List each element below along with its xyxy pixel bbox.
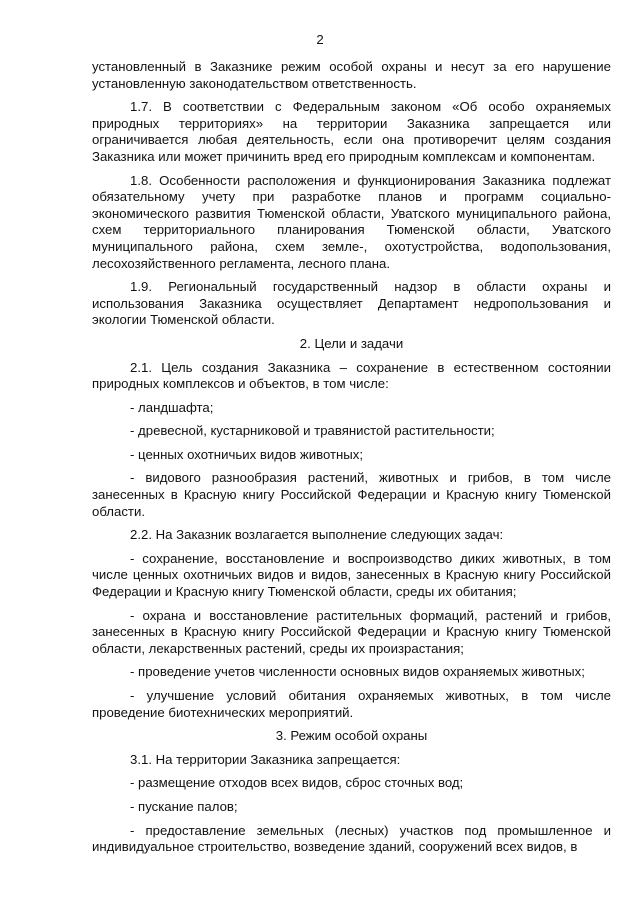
paragraph-1-7: 1.7. В соответствии с Федеральным законом «Об особо охраняемых природных территориях» на территории Заказника запрещается или ограничивается любая деятельность, если она противоречит целям создания Заказника или может причинить вред его природным комплексам и компонентам. (92, 99, 611, 164)
list-item: - пускание палов; (130, 798, 238, 814)
list-item: - размещение отходов всех видов, сброс сточных вод; (130, 775, 464, 791)
paragraph-2-2: 2.2. На Заказник возлагается выполнение следующих задач: (130, 527, 504, 543)
list-item: - ценных охотничьих видов животных; (130, 446, 364, 462)
section-heading-protection-regime: 3. Режим особой охраны (275, 728, 428, 744)
document-body (92, 59, 611, 863)
paragraph-1-9: 1.9. Региональный государственный надзор в области охраны и использования Заказника осуществляет Департамент недропользования и экологии Тюменской области. (92, 279, 611, 328)
paragraph-3-1: 3.1. На территории Заказника запрещается: (130, 751, 401, 767)
list-item: - видового разнообразия растений, животных и грибов, в том числе занесенных в Красную книгу Российской Федерации и Красную книгу Тюменской области. (92, 470, 611, 519)
paragraph-1-8: 1.8. Особенности расположения и функционирования Заказника подлежат обязательному учету при разработке планов и программ социально-экономического развития Тюменской области, Уватского муниципального района, схем территориального планирования Тюменской области, Уватского муниципального района, схем земле-, охотустройства, водопользования, лесохозяйственного регламента, лесного плана. (92, 172, 611, 271)
list-item: - ландшафта; (130, 399, 214, 415)
list-item: - древесной, кустарниковой и травянистой растительности; (130, 423, 495, 439)
list-item: - охрана и восстановление растительных формаций, растений и грибов, занесенных в Красную книгу Российской Федерации и Красную книгу Тюменской области, лекарственных растений, среды их произрастания; (92, 607, 611, 656)
section-heading-goals: 2. Цели и задачи (299, 335, 404, 351)
list-item: - улучшение условий обитания охраняемых животных, в том числе проведение биотехнических мероприятий. (92, 688, 611, 720)
list-item: - предоставление земельных (лесных) участков под промышленное и индивидуальное строительство, возведение зданий, сооружений всех видов, в (92, 822, 611, 855)
list-item: - проведение учетов численности основных видов охраняемых животных; (130, 664, 585, 680)
paragraph-continuation: установленный в Заказнике режим особой охраны и несут за его нарушение установленную законодательством ответственность. (92, 59, 611, 91)
page-number: 2 (316, 32, 324, 47)
paragraph-2-1: 2.1. Цель создания Заказника – сохранение в естественном состоянии природных комплексов и объектов, в том числе: (92, 359, 611, 392)
list-item: - сохранение, восстановление и воспроизводство диких животных, в том числе ценных охотничьих видов и видов, занесенных в Красную книгу Российской Федерации и Красную книгу Тюменской области, среды их обитания; (92, 550, 611, 600)
